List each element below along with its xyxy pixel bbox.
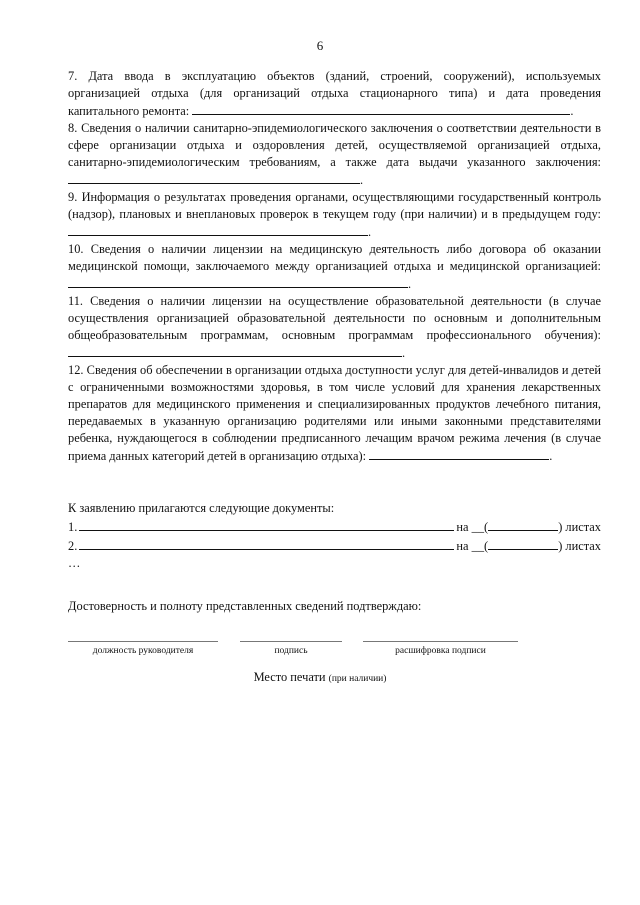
item-7-blank[interactable] xyxy=(192,102,570,115)
attachment-num: 2. xyxy=(68,539,78,553)
attachment-2-sheets-field[interactable] xyxy=(488,536,558,550)
item-10-blank-line: . xyxy=(68,275,601,293)
attachment-1-sheets-field[interactable] xyxy=(488,517,558,531)
signature-caption: подпись xyxy=(274,646,308,656)
item-12-text: 12. Сведения об обеспечении в организации отдыха доступности услуг для детей-инвалидов и детей с ограниченными возможностями здоровья, в том числе условий для хранения лекарственных препаратов для медицинского применения и специализированных продуктов лечебного питания, передаваемых в указанную организацию родителями или иными законными представителями ребенка, нуждающегося в соблюдении предписанного лечащим врачом режима лечения (в случае приема данных категорий детей в организацию отдыха): xyxy=(68,363,601,463)
form-content xyxy=(68,68,601,615)
position-caption: должность руководителя xyxy=(92,646,194,656)
item-9-blank[interactable] xyxy=(68,223,368,236)
item-10-blank[interactable] xyxy=(68,275,408,288)
item-12-blank[interactable] xyxy=(369,447,549,460)
attachment-sheets-label: листах xyxy=(565,539,601,553)
decryption-field[interactable] xyxy=(363,633,518,642)
attachment-num: 1. xyxy=(68,520,78,534)
attachment-sheets-label: листах xyxy=(565,520,601,534)
stamp-label: Место печати xyxy=(253,670,326,684)
confirmation-text: Достоверность и полноту представленных сведений подтверждаю: xyxy=(68,599,422,613)
attachment-on-label: на xyxy=(456,520,469,534)
item-7: 7. Дата ввода в эксплуатацию объектов (зданий, строений, сооружений), используемых организацией отдыха (для организаций отдыха стационарного типа) и дата проведения капитального ремонта: . xyxy=(68,69,601,118)
signature-slot xyxy=(240,633,342,656)
attachment-1-title-field[interactable] xyxy=(79,517,454,531)
item-11: 11. Сведения о наличии лицензии на осуществление образовательной деятельности (в случае осуществления организацией образовательной деятельности по основным и дополнительным общеобразовательным программам, основным программам профессионального обучения): . xyxy=(68,294,601,360)
decryption-caption: расшифровка подписи xyxy=(395,646,486,656)
item-11-blank[interactable] xyxy=(68,344,402,357)
attachment-on-label: на xyxy=(456,539,469,553)
item-10 xyxy=(68,241,601,275)
signature-field[interactable] xyxy=(240,633,342,642)
item-10-text: 10. Сведения о наличии лицензии на медицинскую деятельность либо договора об оказании медицинской помощи, заключаемого между организацией отдыха и медицинской организацией: xyxy=(68,242,601,273)
attachment-row-2: 2. на __( ) листах xyxy=(68,536,601,555)
attachments-heading: К заявлению прилагаются следующие документы: xyxy=(68,501,335,515)
attachment-row-1: 1. на __( ) листах xyxy=(68,517,601,536)
item-9-text: 9. Информация о результатах проведения органами, осуществляющими государственный контроль (надзор), плановых и внеплановых проверок в текущем году (при наличии) и в предыдущем году: xyxy=(68,190,601,221)
item-12: 12. Сведения об обеспечении в организации отдыха доступности услуг для детей-инвалидов и детей с ограниченными возможностями здоровья, в том числе условий для хранения лекарственных препаратов для медицинского применения и специализированных продуктов лечебного питания, передаваемых в указанную организацию родителями или иными законными представителями ребенка, нуждающегося в соблюдении предписанного лечащим врачом режима лечения (в случае приема данных категорий детей в организацию отдыха): . xyxy=(68,363,601,463)
attachments-ellipsis: … xyxy=(68,556,81,570)
item-9: 9. Информация о результатах проведения органами, осуществляющими государственный контроль (надзор), плановых и внеплановых проверок в текущем году (при наличии) и в предыдущем году: . xyxy=(68,190,601,239)
page-number: 6 xyxy=(316,38,324,53)
signature-block xyxy=(68,633,601,663)
item-11-text: 11. Сведения о наличии лицензии на осуществление образовательной деятельности (в случае осуществления организацией образовательной деятельности по основным и дополнительным общеобразовательным программам, основным программам профессионального обучения): xyxy=(68,294,601,342)
position-field[interactable] xyxy=(68,633,218,642)
attachment-2-title-field[interactable] xyxy=(79,536,454,550)
item-8-text: 8. Сведения о наличии санитарно-эпидемиологического заключения о соответствии деятельности в сфере организации отдыха и оздоровления детей, осуществляемой организацией отдыха, санитарно-эпидемиологическим требованиям, а также дата выдачи указанного заключения: xyxy=(68,121,601,169)
position-signature xyxy=(68,633,218,656)
stamp-note: (при наличии) xyxy=(328,674,387,684)
stamp-place xyxy=(0,670,640,685)
item-8: 8. Сведения о наличии санитарно-эпидемиологического заключения о соответствии деятельности в сфере организации отдыха и оздоровления детей, осуществляемой организацией отдыха, санитарно-эпидемиологическим требованиям, а также дата выдачи указанного заключения: . xyxy=(68,121,601,187)
item-7-text: 7. Дата ввода в эксплуатацию объектов (зданий, строений, сооружений), используемых организацией отдыха (для организаций отдыха стационарного типа) и дата проведения капитального ремонта: xyxy=(68,69,601,118)
decryption-slot xyxy=(363,633,518,656)
item-8-blank[interactable] xyxy=(68,171,360,184)
